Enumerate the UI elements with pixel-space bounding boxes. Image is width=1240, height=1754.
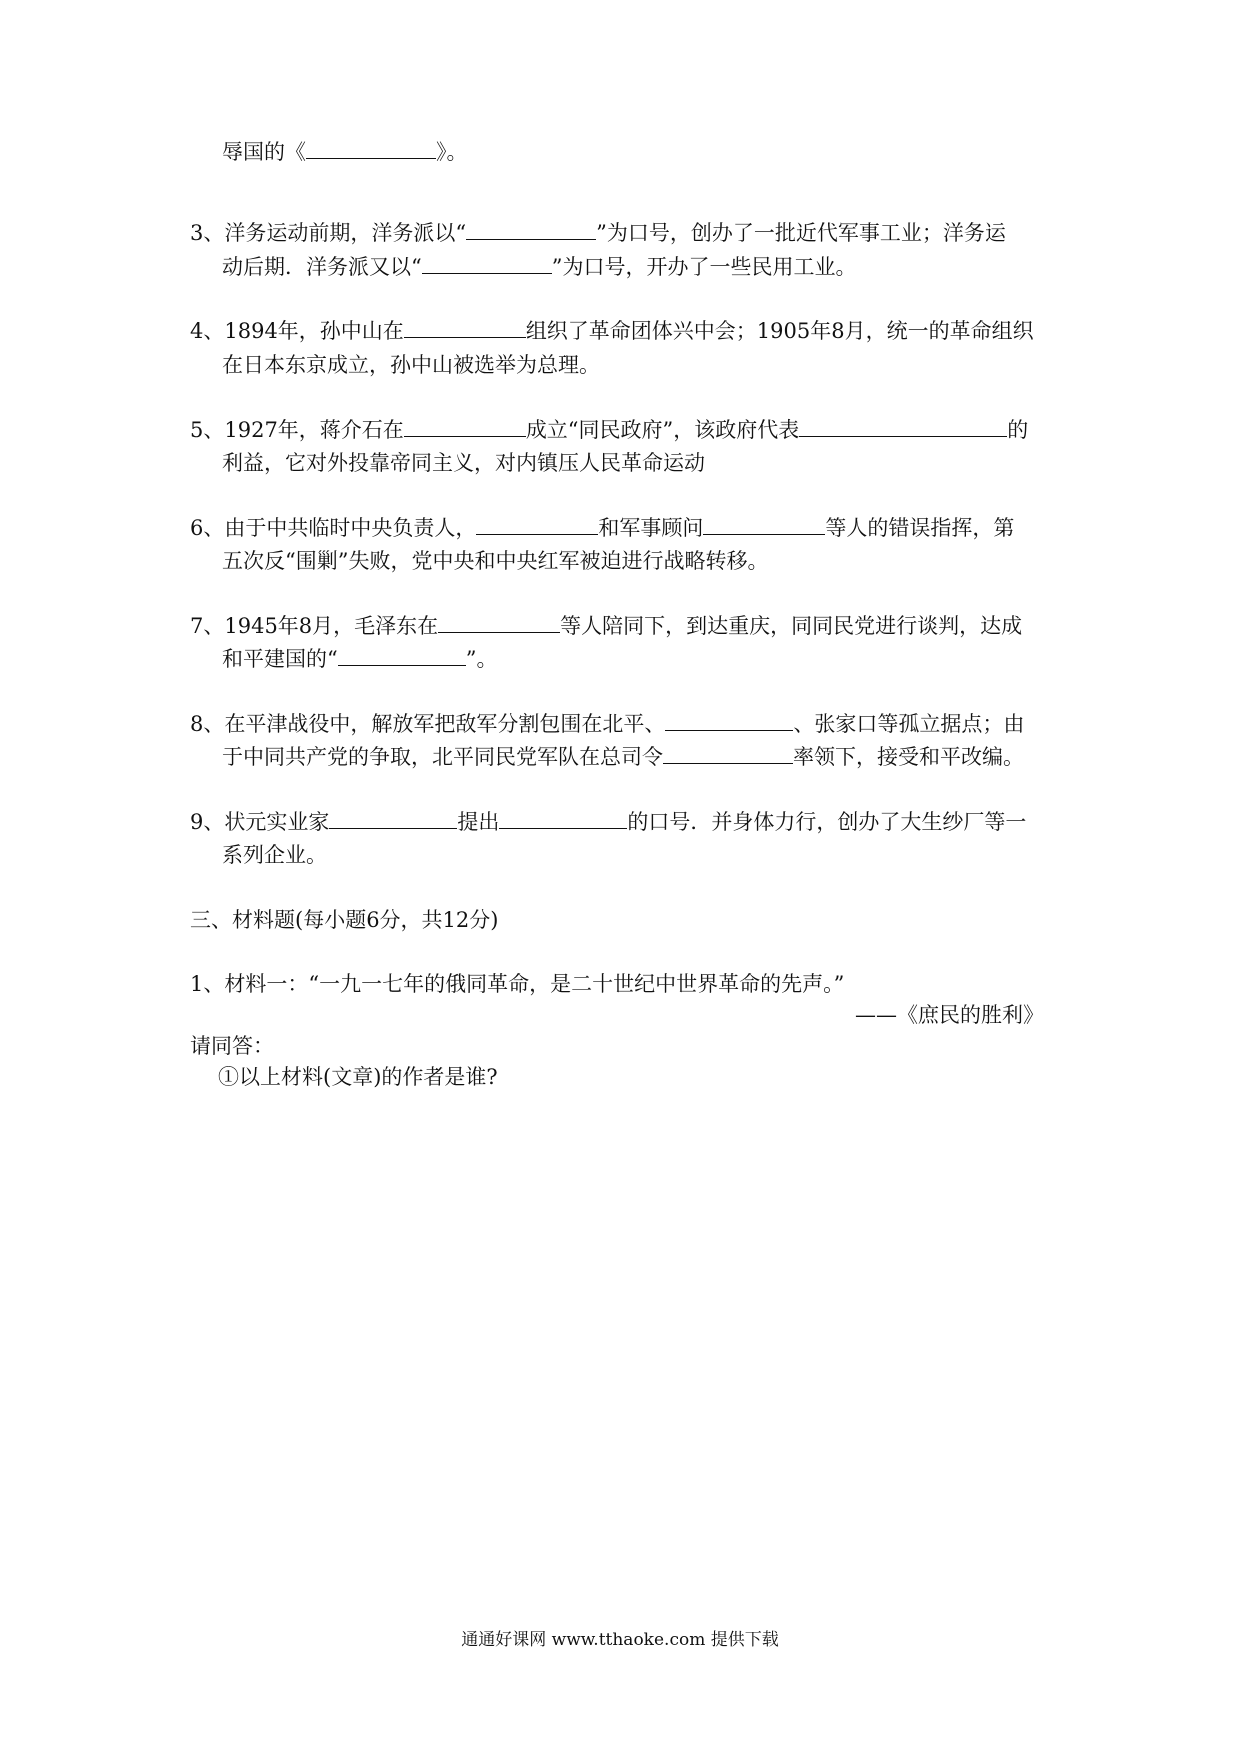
answer-blank: [663, 743, 793, 764]
q8-line1: [190, 710, 1024, 738]
q7-text-b: 等人陪同下，到达重庆，同同民党进行谈判，达成: [560, 614, 1023, 638]
q8-text-b: 、张家口等孤立据点；由: [793, 712, 1025, 736]
q4-text-c: 在日本东京成立，孙中山被选举为总理。: [222, 353, 600, 377]
q3-text-d: ”为口号，开办了一些民用工业。: [551, 255, 857, 279]
answer-blank: [799, 416, 1007, 437]
q5-line2: [222, 449, 705, 477]
q8-text-c: 于中同共产党的争取，北平同民党军队在总司令: [222, 745, 663, 769]
q6-text-d: 五次反“围剿”失败，党中央和中央红军被迫进行战略转移。: [222, 549, 769, 573]
q4-text-b: 组织了革命团体兴中会；1905年8月，统一的革命组织: [525, 319, 1034, 343]
q3-line1: [190, 219, 1006, 247]
q9-text-d: 系列企业。: [222, 843, 327, 867]
q4-line2: [222, 351, 600, 379]
q3-text-b: ”为口号，创办了一批近代军事工业；洋务运: [596, 221, 1006, 245]
material-source: ——《庶民的胜利》: [855, 1003, 1044, 1027]
q7-text-d: ”。: [465, 647, 498, 671]
q9-line2: [222, 841, 327, 869]
q7-line2: [222, 645, 498, 673]
q7-text-a: 7、1945年8月，毛泽东在: [190, 614, 439, 638]
sub-question-1: ①以上材料(文章)的作者是谁?: [218, 1065, 498, 1089]
q2-text-a: 辱国的《: [222, 140, 306, 164]
q2-line2: [222, 138, 468, 166]
answer-blank: [476, 514, 598, 535]
q4-line1: [190, 317, 1034, 345]
q6-text-b: 和军事顾问: [598, 516, 704, 540]
answer-blank: [329, 808, 457, 829]
q5-line1: [190, 416, 1028, 444]
answer-blank: [306, 138, 436, 159]
q5-text-b: 成立“同民政府”，该政府代表: [525, 418, 800, 442]
q9-text-a: 9、状元实业家: [190, 810, 330, 834]
answer-blank: [665, 710, 793, 731]
answer-blank: [404, 416, 526, 437]
q6-line2: [222, 547, 768, 575]
q3-text-c: 动后期．洋务派又以“: [222, 255, 422, 279]
q3-text-a: 3、洋务运动前期，洋务派以“: [190, 221, 467, 245]
answer-blank: [466, 219, 596, 240]
material-quote: 1、材料一：“一九一七年的俄同革命，是二十世纪中世界革命的先声。”: [190, 972, 845, 996]
q9-text-b: 提出: [457, 810, 500, 834]
q5-text-d: 利益，它对外投靠帝同主义，对内镇压人民革命运动: [222, 451, 705, 475]
q6-line1: [190, 514, 1014, 542]
answer-blank: [338, 645, 466, 666]
q9-text-c: 的口号．并身体力行，创办了大生纱厂等一: [627, 810, 1027, 834]
q3-line2: [222, 253, 857, 281]
answer-blank: [703, 514, 825, 535]
answer-blank: [499, 808, 627, 829]
q4-text-a: 4、1894年，孙中山在: [190, 319, 404, 343]
answer-blank: [404, 317, 526, 338]
q7-line1: [190, 612, 1022, 640]
page-footer: 通通好课网 www.tthaoke.com 提供下载: [461, 1630, 779, 1650]
question-prompt: 请同答：: [190, 1034, 274, 1058]
q2-text-b: 》。: [436, 140, 468, 164]
q8-line2: [222, 743, 1024, 771]
q7-text-c: 和平建国的“: [222, 647, 338, 671]
q6-text-a: 6、由于中共临时中央负责人，: [190, 516, 477, 540]
q5-text-a: 5、1927年，蒋介石在: [190, 418, 404, 442]
q6-text-c: 等人的错误指挥，第: [825, 516, 1015, 540]
section-heading: 三、材料题(每小题6分，共12分): [190, 908, 499, 932]
q8-text-a: 8、在平津战役中，解放军把敌军分割包围在北平、: [190, 712, 666, 736]
q8-text-d: 率领下，接受和平改编。: [793, 745, 1024, 769]
answer-blank: [422, 253, 552, 274]
q5-text-c: 的: [1007, 418, 1029, 442]
answer-blank: [438, 612, 560, 633]
q9-line1: [190, 808, 1026, 836]
